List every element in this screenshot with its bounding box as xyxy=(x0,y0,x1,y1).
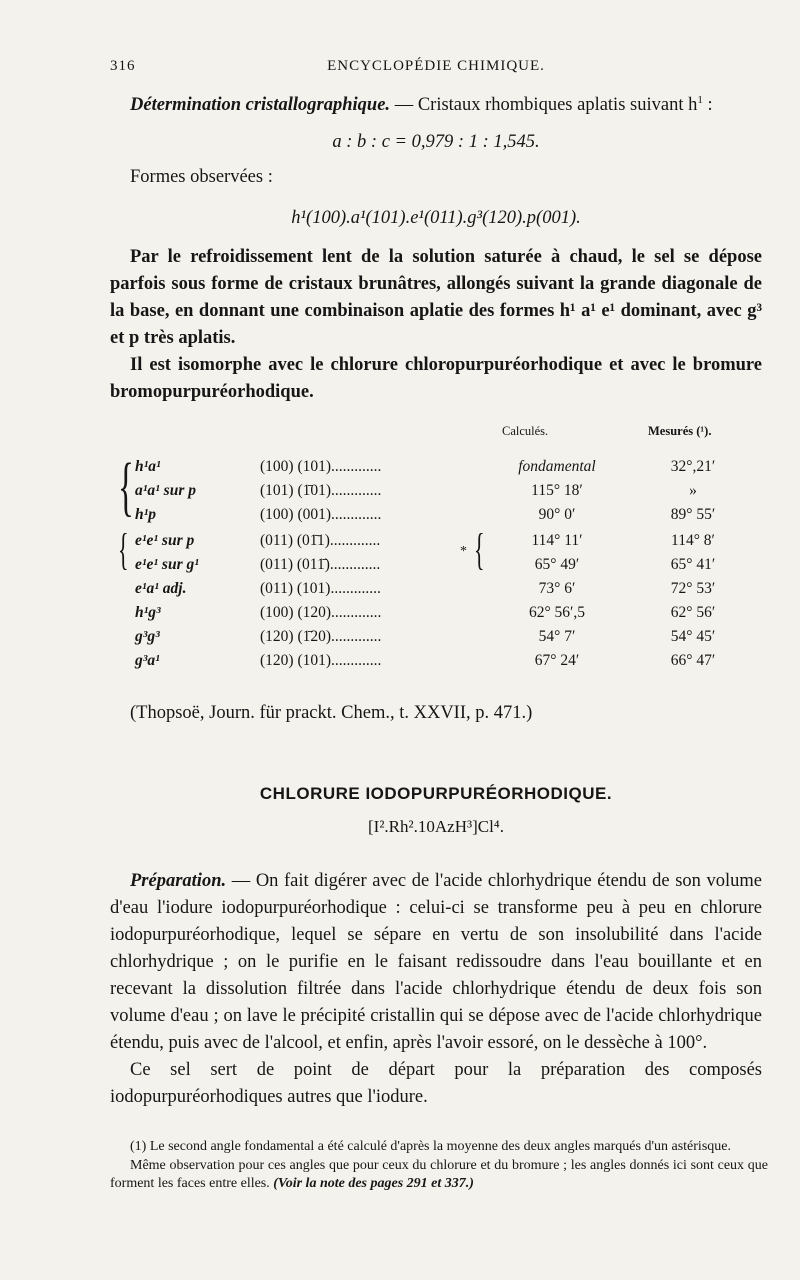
crystallography-heading: Détermination cristallographique. xyxy=(130,95,391,115)
intro-end: : xyxy=(702,95,713,115)
brace-group-2: { xyxy=(118,525,129,574)
use-paragraph: Ce sel sert de point de départ pour la préparation des composés iodopurpuréorhodiques autres que l'iodure. xyxy=(110,1060,762,1107)
crystallography-intro xyxy=(110,92,762,119)
row-faces: (011) (101)............. xyxy=(260,580,381,597)
table-row: h¹g³ (100) (120)............. 62° 56′,5 62° 56′ xyxy=(135,604,716,621)
section-title: CHLORURE IODOPURPURÉORHODIQUE. xyxy=(259,784,613,803)
footnotes xyxy=(110,1138,768,1194)
col-header-mes: Mesurés (¹). xyxy=(648,424,712,438)
table-source: (Thopsoë, Journ. für prackt. Chem., t. XXVII, p. 471.) xyxy=(130,703,533,723)
brace-group-1: { xyxy=(118,450,134,523)
footnote-2: Même observation pour ces angles que pour ceux du chlorure et du bromure ; les angles donnés ici sont ceux que forment les faces entre elles. (Voir la note des pages 291 et 337.) xyxy=(110,1157,768,1191)
row-faces: (011) (011̄)............. xyxy=(260,556,381,573)
page-header xyxy=(110,58,762,80)
axis-ratio: a : b : c = 0,979 : 1 : 1,545. xyxy=(332,132,540,152)
row-faces: (100) (101)............. xyxy=(260,458,382,475)
preparation-paragraph xyxy=(110,868,762,1057)
footnote-1: (1) Le second angle fondamental a été calculé d'après la moyenne des deux angles marqués d'un astérisque. xyxy=(130,1139,731,1154)
running-title: ENCYCLOPÉDIE CHIMIQUE. xyxy=(327,58,545,74)
table-row: h¹p (100) (001)............. 90° 0′ 89° 55′ xyxy=(135,506,716,523)
intro-superscript: 1 xyxy=(697,93,703,106)
crystallography-intro-text: — Cristaux rhombiques aplatis suivant h xyxy=(394,95,698,115)
section-formula: [I².Rh².10AzH³]Cl⁴. xyxy=(368,817,504,836)
row-faces: (100) (120)............. xyxy=(260,604,382,621)
table-row: h¹a¹ (100) (101)............. fondamental 32°,21′ xyxy=(135,458,716,475)
table-row: e¹e¹ sur p (011) (01̄1)............. 114° 11′ 114° 8′ xyxy=(135,532,715,549)
table-row: e¹a¹ adj. (011) (101)............. 73° 6′ 72° 53′ xyxy=(135,580,716,597)
row-faces: (120) (101)............. xyxy=(260,652,382,669)
table-row: g³g³ (120) (1̄20)............. 54° 7′ 54° 45′ xyxy=(135,628,716,645)
paragraph-cooling: Par le refroidissement lent de la solution saturée à chaud, le sel se dépose parfois sous forme de cristaux brunâtres, allongés suivant la grande diagonale de la base, en donnant une combinaison aplatie des formes h¹ a¹ e¹ dominant, avec g³ et p très aplatis. xyxy=(110,247,762,348)
table-row: e¹e¹ sur g¹ (011) (011̄)............. 65° 49′ 65° 41′ xyxy=(135,556,716,573)
forms-list: h¹(100).a¹(101).e¹(011).g³(120).p(001). xyxy=(291,208,581,228)
page-number: 316 xyxy=(110,58,136,74)
col-header-calc: Calculés. xyxy=(502,424,549,438)
preparation-text: — On fait digérer avec de l'acide chlorhydrique étendu de son volume d'eau l'iodure iodopurpuréorhodique : celui-ci se transforme peu à peu en chlorure iodopurpuréorhodique, lequel se sépare en vertu de son insolubilité dans l'acide chlorhydrique ; on le purifie en le faisant redissoudre dans l'eau bouillante et en recevant la dissolution filtrée dans l'acide chlorhydrique étendu de deux fois son volume d'eau ; on lave le précipité cristallin qui se dépose avec de l'acide chlorhydrique étendu, puis avec de l'alcool, et enfin, après l'avoir essoré, on le dessèche à 100°. xyxy=(110,871,763,1053)
asterisk-mark: * xyxy=(460,544,467,559)
row-faces: (101) (1̄01)............. xyxy=(260,482,382,499)
row-faces: (100) (001)............. xyxy=(260,506,382,523)
brace-calc: { xyxy=(474,525,485,574)
preparation-block xyxy=(110,868,762,1111)
row-faces: (011) (01̄1)............. xyxy=(260,532,381,549)
table-row: g³a¹ (120) (101)............. 67° 24′ 66° 47′ xyxy=(135,652,716,669)
paragraph-isomorph: Il est isomorphe avec le chlorure chloropurpuréorhodique et avec le bromure bromopurpuréorhodique. xyxy=(110,355,762,402)
crystallography-block xyxy=(110,92,762,406)
footnote-2-ref: (Voir la note des pages 291 et 337.) xyxy=(273,1176,474,1191)
row-faces: (120) (1̄20)............. xyxy=(260,628,382,645)
forms-label: Formes observées : xyxy=(130,167,273,187)
table-row: a¹a¹ sur p (101) (1̄01)............. 115° 18′ » xyxy=(135,482,697,499)
preparation-heading: Préparation. xyxy=(130,871,227,891)
